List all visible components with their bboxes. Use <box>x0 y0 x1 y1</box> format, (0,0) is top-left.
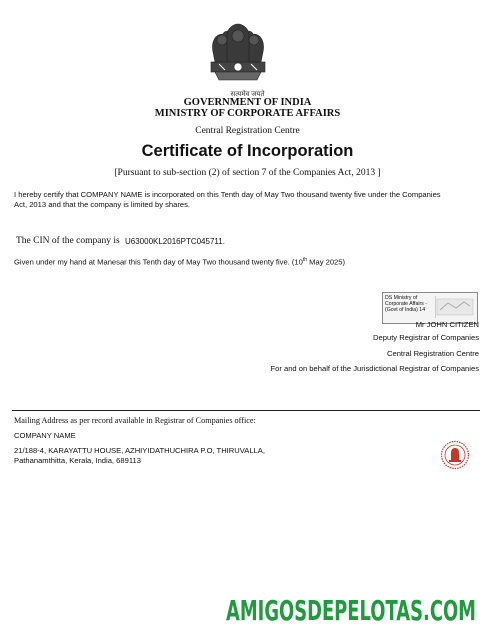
given-under-text <box>14 257 345 267</box>
mailing-divider <box>12 410 480 411</box>
stamp-line2: Corporate Affairs - <box>385 301 427 307</box>
mailing-address-line2: Pathanamthitta, Kerala, India, 689113 <box>14 456 141 465</box>
certificate-title: Certificate of Incorporation <box>141 142 354 160</box>
mailing-address-line1: 21/188-4, KARAYATTU HOUSE, AZHIYIDATHUCHIRA P.O, THIRUVALLA, <box>14 446 265 455</box>
on-behalf-text: For and on behalf of the Jurisdictional Registrar of Companies <box>270 364 479 373</box>
stamp-line3: (Govt of India) 14 <box>385 307 426 313</box>
mailing-company-name: COMPANY NAME <box>14 431 76 440</box>
registrar-name: Mr JOHN CITIZEN <box>415 320 479 329</box>
registrar-designation: Deputy Registrar of Companies <box>373 333 479 342</box>
watermark-text: AMIGOSDEPELOTAS.COM <box>226 595 476 627</box>
stamp-watermark-icon <box>435 296 474 318</box>
cin-label: The CIN of the company is <box>16 236 120 246</box>
ministry-seal-icon <box>440 440 470 470</box>
emblem-motto: सत्यमेव जयते <box>230 90 265 98</box>
given-text: Given under my hand at Manesar this Tenth day of May Two thousand twenty five. (10 <box>14 257 303 267</box>
given-end: May 2025) <box>307 257 346 267</box>
govt-heading: GOVERNMENT OF INDIA <box>183 97 312 108</box>
mailing-heading: Mailing Address as per record available in Registrar of Companies office: <box>14 416 256 425</box>
site-watermark <box>226 584 480 628</box>
stamp-text <box>385 295 429 313</box>
ministry-heading: MINISTRY OF CORPORATE AFFAIRS <box>154 108 341 119</box>
stamp-line1: DS Ministry of <box>385 295 418 301</box>
registration-centre: Central Registration Centre <box>386 349 479 358</box>
given-superscript: th <box>302 257 308 263</box>
centre-heading: Central Registration Centre <box>195 126 300 136</box>
cin-value: U63000KL2016PTC045711. <box>125 237 225 246</box>
certificate-subtitle: [Pursuant to sub-section (2) of section 7 of the Companies Act, 2013 ] <box>114 168 381 178</box>
national-emblem <box>205 22 271 94</box>
certify-text-line2: Act, 2013 and that the company is limited by shares. <box>14 200 191 209</box>
certify-text-line1: I hereby certify that COMPANY NAME is incorporated on this Tenth day of May Two thousand twenty five under the Companies <box>14 190 441 199</box>
